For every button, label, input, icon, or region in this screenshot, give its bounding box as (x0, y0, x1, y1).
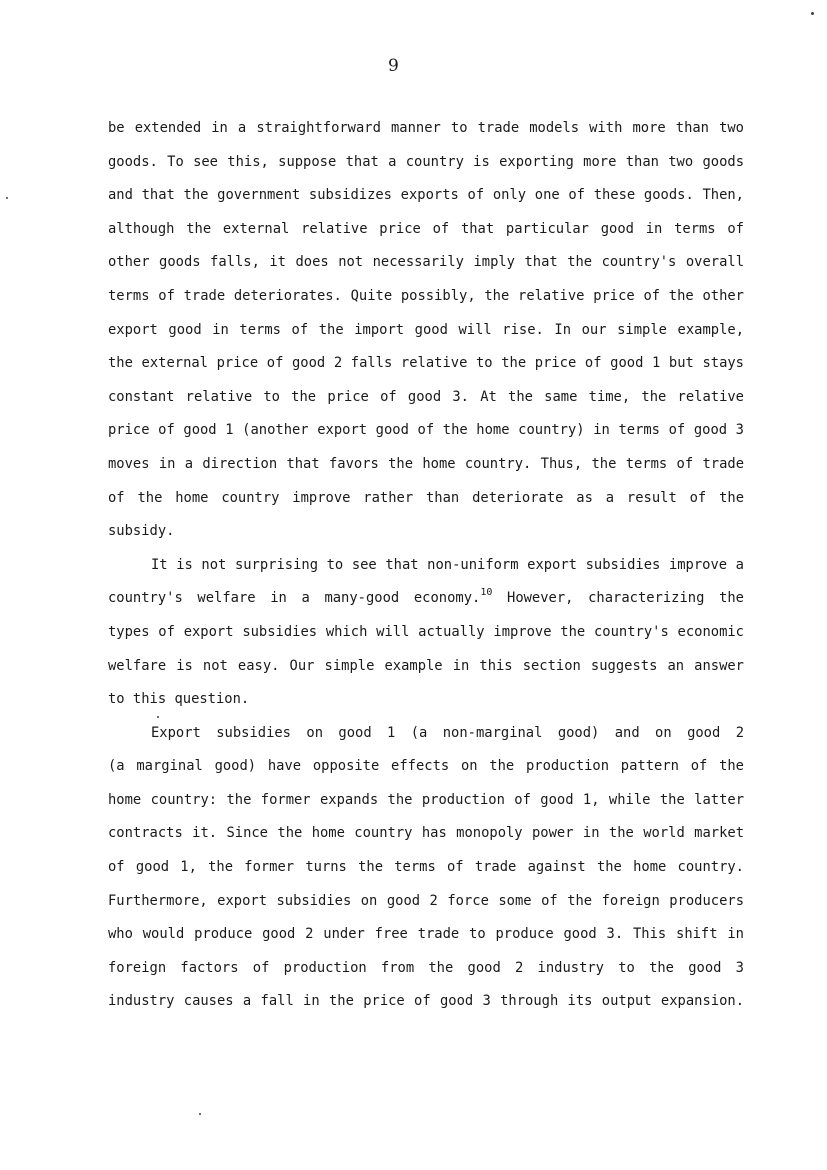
scan-speck (157, 716, 159, 718)
text-segment: country's welfare in a many-good economy. (108, 590, 481, 607)
text-line: welfare is not easy. Our simple example in this section suggests an answer (108, 657, 744, 674)
text-line: home country: the former expands the production of good 1, while the latter (108, 791, 744, 808)
text-line: types of export subsidies which will actually improve the country's economic (108, 623, 744, 640)
text-line: contracts it. Since the home country has monopoly power in the world market (108, 825, 744, 842)
scan-speck (6, 197, 8, 199)
text-line: who would produce good 2 under free trade to produce good 3. This shift in (108, 926, 744, 943)
footnote-marker: 10 (480, 587, 493, 599)
text-line: although the external relative price of that particular good in terms of (108, 220, 744, 237)
text-line: goods. To see this, suppose that a country is exporting more than two goods (108, 153, 744, 170)
text-line: other goods falls, it does not necessarily imply that the country's overall (108, 254, 744, 271)
text-line-with-footnote (108, 582, 744, 616)
text-line: the external price of good 2 falls relative to the price of good 1 but stays (108, 355, 744, 372)
text-line: of good 1, the former turns the terms of trade against the home country. (108, 859, 744, 876)
text-line: to this question. (108, 691, 250, 708)
text-line: and that the government subsidizes exports of only one of these goods. Then, (108, 187, 744, 204)
text-line: moves in a direction that favors the home country. Thus, the terms of trade (108, 455, 744, 472)
page-number: 9 (388, 56, 399, 76)
text-line: be extended in a straightforward manner to trade models with more than two (108, 120, 744, 136)
text-line: price of good 1 (another export good of the home country) in terms of good 3 (108, 422, 744, 439)
text-line: (a marginal good) have opposite effects on the production pattern of the (108, 758, 744, 775)
body-text (108, 112, 744, 1019)
scan-speck (199, 1113, 201, 1115)
text-line: Export subsidies on good 1 (a non-marginal good) and on good 2 (151, 724, 744, 741)
text-line: of the home country improve rather than deteriorate as a result of the (108, 489, 744, 506)
text-line: constant relative to the price of good 3. At the same time, the relative (108, 388, 744, 405)
text-line: It is not surprising to see that non-uniform export subsidies improve a (151, 556, 744, 573)
scan-speck (811, 12, 814, 15)
text-segment: However, characterizing the (492, 590, 744, 607)
text-line: subsidy. (108, 523, 175, 540)
text-line: industry causes a fall in the price of good 3 through its output expansion. (108, 993, 744, 1010)
text-line: foreign factors of production from the good 2 industry to the good 3 (108, 959, 744, 976)
text-line: terms of trade deteriorates. Quite possibly, the relative price of the other (108, 287, 744, 304)
text-line: export good in terms of the import good will rise. In our simple example, (108, 321, 744, 338)
text-line: Furthermore, export subsidies on good 2 force some of the foreign producers (108, 892, 744, 909)
